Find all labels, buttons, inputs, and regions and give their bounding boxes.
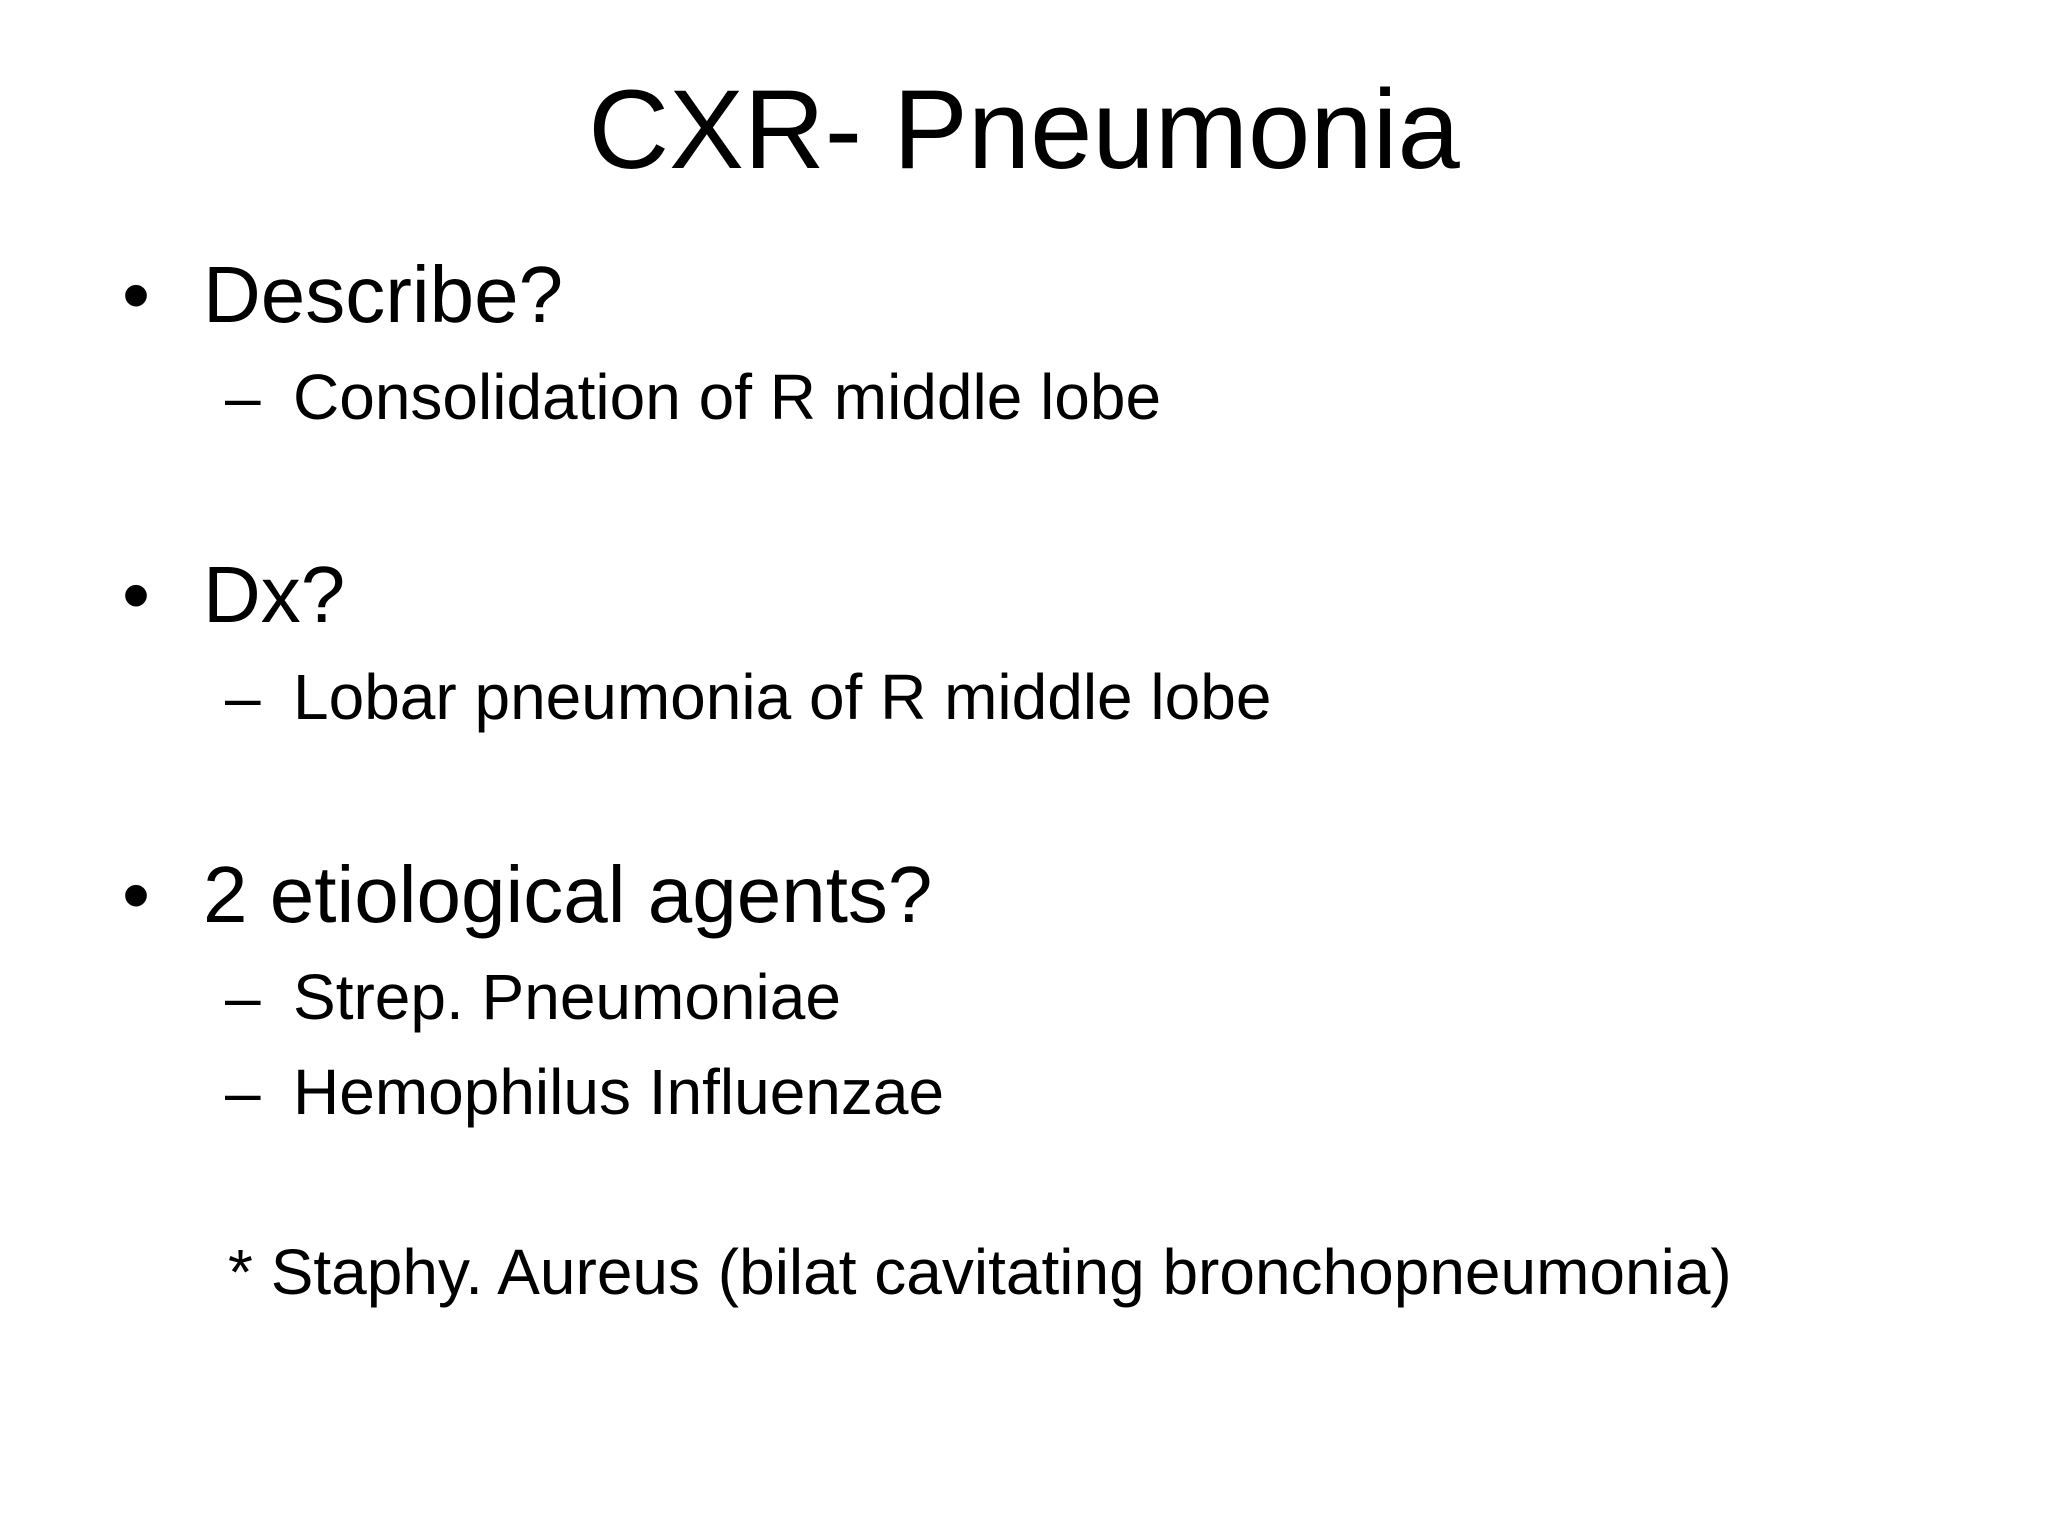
bullet-icon: • [122, 850, 151, 939]
bullet-item-etiological-agents: 2 etiological agents? [203, 850, 933, 939]
sub-item-lobar-pneumonia: Lobar pneumonia of R middle lobe [293, 661, 1272, 733]
dash-icon: – [225, 661, 261, 733]
dash-icon: – [225, 1056, 261, 1128]
sub-item-strep: Strep. Pneumoniae [293, 961, 841, 1033]
note-text: * Staphy. Aureus (bilat cavitating bronchopneumonia) [228, 1236, 1732, 1308]
sub-item-hemophilus: Hemophilus Influenzae [293, 1056, 945, 1128]
sub-item-consolidation: Consolidation of R middle lobe [293, 361, 1162, 433]
dash-icon: – [225, 961, 261, 1033]
bullet-icon: • [122, 550, 151, 639]
dash-icon: – [225, 361, 261, 433]
bullet-item-describe: Describe? [203, 250, 564, 339]
slide-title: CXR- Pneumonia [588, 67, 1460, 192]
bullet-item-dx: Dx? [203, 550, 346, 639]
bullet-icon: • [122, 250, 151, 339]
